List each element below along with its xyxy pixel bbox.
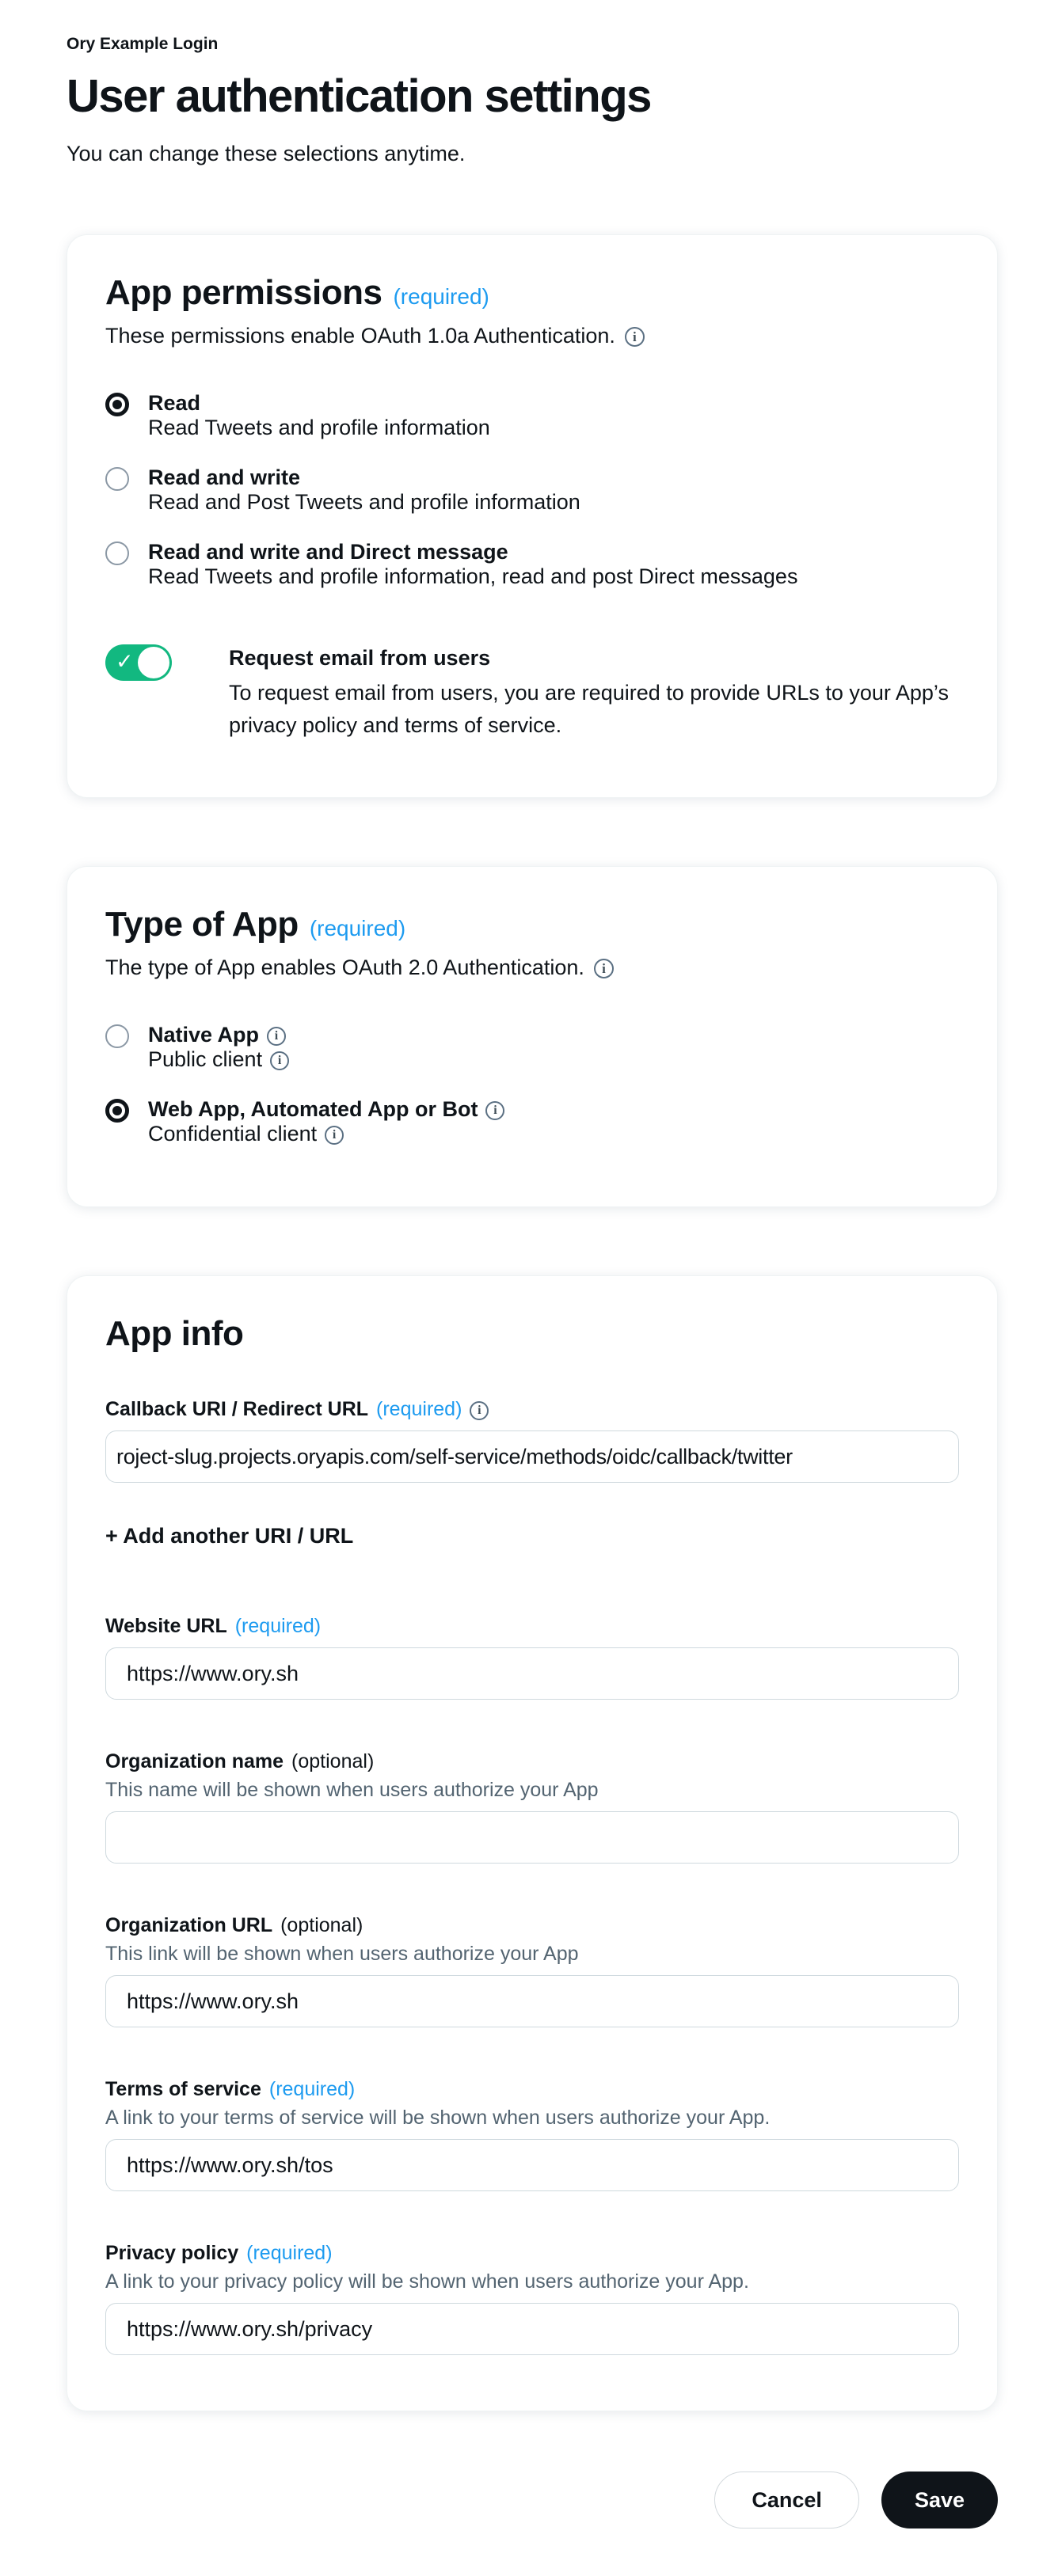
optional-badge: (optional) [280,1914,363,1936]
type-option-web-app[interactable] [105,1097,959,1146]
radio-native-app[interactable] [105,1024,129,1048]
field-website-url [105,1615,959,1700]
field-helper: A link to your terms of service will be shown when users authorize your App. [105,2107,771,2129]
option-description: Confidential client i [148,1122,504,1146]
request-email-toggle[interactable] [105,644,172,681]
cancel-button[interactable]: Cancel [714,2472,859,2529]
request-email-text [229,644,959,742]
card-type-of-app [67,866,998,1207]
option-description: Read and Post Tweets and profile information [148,490,580,514]
field-callback-url [105,1398,959,1483]
permission-option-read-write-dm[interactable] [105,540,959,589]
app-info-title-text: App info [105,1314,244,1353]
app-permissions-description-text: These permissions enable OAuth 1.0a Authentication. [105,324,615,348]
info-icon[interactable]: i [594,959,614,978]
option-label: Web App, Automated App or Bot i [148,1097,504,1122]
add-another-url-button[interactable]: + Add another URI / URL [105,1524,354,1548]
terms-of-service-input[interactable] [105,2139,959,2191]
footer-actions [67,2472,998,2529]
option-label: Read and write [148,465,301,489]
type-of-app-radio-group [105,1023,959,1146]
type-option-native-app[interactable] [105,1023,959,1072]
radio-read-write-dm[interactable] [105,541,129,565]
type-of-app-description [105,956,959,980]
radio-read[interactable] [105,393,129,416]
required-badge: (required) [309,916,406,940]
app-info-title [105,1314,959,1354]
permission-option-read-write[interactable] [105,465,959,515]
field-helper: A link to your privacy policy will be shown when users authorize your App. [105,2270,749,2293]
permission-option-read[interactable] [105,391,959,440]
info-icon[interactable]: i [470,1401,489,1420]
type-of-app-description-text: The type of App enables OAuth 2.0 Authentication. [105,956,584,979]
info-icon[interactable]: i [625,327,645,347]
radio-read-write[interactable] [105,467,129,491]
type-of-app-title [105,905,959,944]
optional-badge: (optional) [291,1750,375,1772]
privacy-policy-input[interactable] [105,2303,959,2355]
card-app-permissions [67,234,998,798]
card-app-info [67,1275,998,2411]
field-helper: This name will be shown when users authorize your App [105,1779,599,1801]
info-icon[interactable]: i [485,1101,504,1120]
field-label [105,1914,959,1937]
option-label: Read and write and Direct message [148,540,508,564]
info-icon[interactable]: i [270,1051,289,1070]
info-icon[interactable]: i [267,1027,286,1046]
option-description: Read Tweets and profile information [148,416,490,439]
field-label [105,2242,959,2265]
toggle-label: Request email from users [229,646,491,670]
field-label [105,1615,959,1638]
option-label: Native App i [148,1023,289,1047]
type-of-app-title-text: Type of App [105,905,299,944]
field-label [105,1750,959,1773]
check-icon: ✓ [116,649,134,674]
required-badge: (required) [268,2078,356,2100]
page-title: User authentication settings [67,70,651,122]
field-organization-name [105,1750,959,1864]
app-permissions-description [105,324,959,348]
website-url-input[interactable] [105,1647,959,1700]
option-description: Read Tweets and profile information, read and post Direct messages [148,564,798,588]
option-description: Public client i [148,1047,289,1072]
field-label-text: Callback URI / Redirect URL [105,1398,369,1420]
radio-web-app[interactable] [105,1099,129,1123]
callback-url-input[interactable] [105,1430,959,1483]
field-label-text: Organization URL [105,1914,273,1936]
option-label: Read [148,391,201,415]
field-label-text: Privacy policy [105,2242,239,2264]
required-badge: (required) [376,1398,462,1420]
field-terms-of-service [105,2078,959,2191]
field-label-text: Organization name [105,1750,284,1772]
field-label [105,1398,959,1421]
organization-name-input[interactable] [105,1811,959,1864]
field-label [105,2078,959,2101]
field-organization-url [105,1914,959,2027]
organization-url-input[interactable] [105,1975,959,2027]
field-label-text: Website URL [105,1615,227,1637]
request-email-row [105,644,959,742]
app-permissions-title [105,273,959,313]
toggle-description: To request email from users, you are required to provide URLs to your App’s privacy policy and terms of service. [229,681,949,737]
field-helper: This link will be shown when users authorize your App [105,1943,579,1965]
app-permissions-title-text: App permissions [105,273,382,312]
app-name-label: Ory Example Login [67,35,219,53]
page-subtitle: You can change these selections anytime. [67,142,466,165]
save-button[interactable]: Save [881,2472,998,2529]
toggle-knob [138,647,169,678]
required-badge: (required) [246,2242,333,2264]
info-icon[interactable]: i [325,1126,344,1145]
page-header [67,35,998,166]
field-privacy-policy [105,2242,959,2355]
permissions-radio-group [105,391,959,589]
required-badge: (required) [393,284,489,309]
required-badge: (required) [234,1615,322,1637]
field-label-text: Terms of service [105,2078,261,2100]
